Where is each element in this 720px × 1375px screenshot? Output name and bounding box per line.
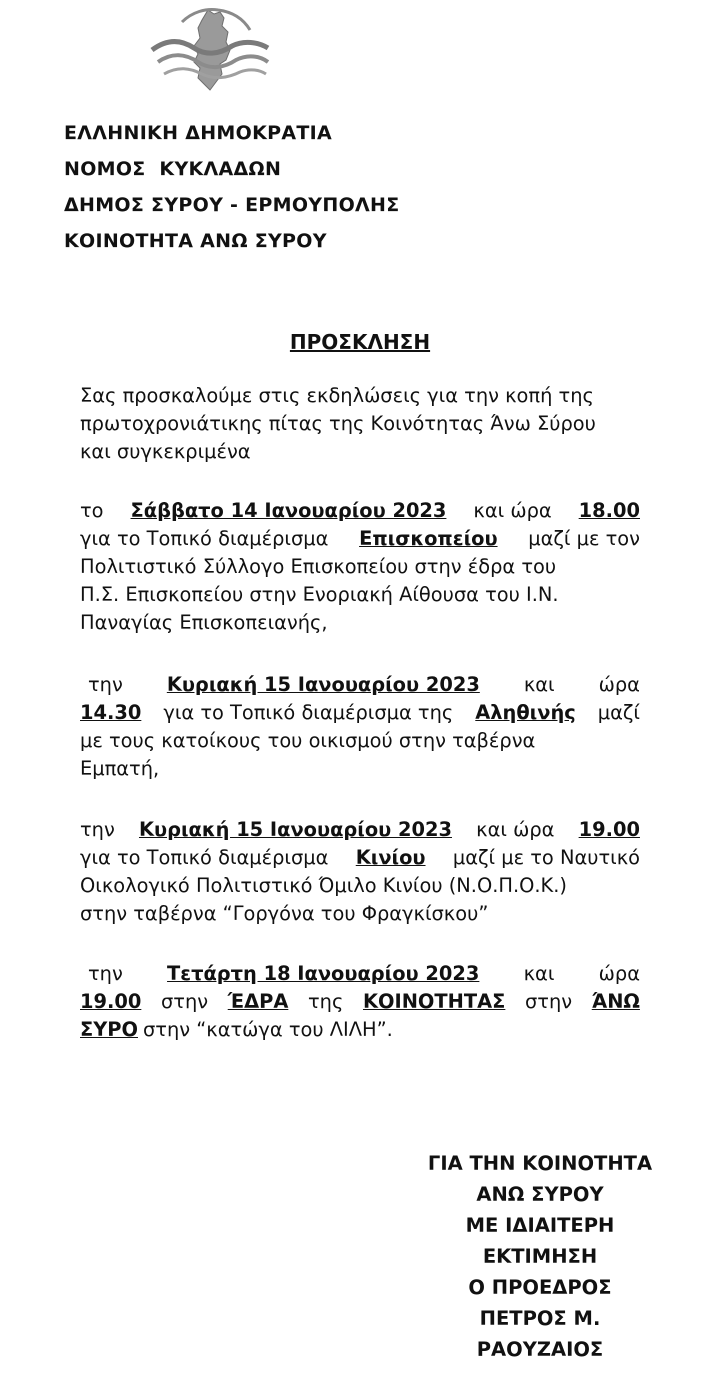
event-place-ano: ΆΝΩ [591,990,640,1013]
signature-line: ΑΝΩ ΣΥΡΟΥ [476,1183,604,1206]
intro-line: πρωτοχρονιάτικης πίτας της Κοινότητας Άνω Σύρου [80,412,596,435]
event-line: Οικολογικό Πολιτιστικό Όμιλο Κινίου (Ν.Ο.Π.Ο.Κ.) [80,874,567,897]
signature-line: ΠΕΤΡΟΣ Μ. [479,1307,601,1330]
letterhead-community: ΚΟΙΝΟΤΗΤΑ ΑΝΩ ΣΥΡΟΥ [64,230,327,252]
text: για το Τοπικό διαμέρισμα της [163,701,454,724]
text: την [80,818,115,841]
event-date: Τετάρτη 18 Ιανουαρίου 2023 [167,962,480,985]
signature-line: ΓΙΑ ΤΗΝ ΚΟΙΝΟΤΗΤΑ [427,1152,653,1175]
event-place: Αληθινής [475,701,576,724]
text: την [88,962,123,985]
letterhead [64,118,400,262]
event-time: 14.30 [80,701,142,724]
text: στην [160,990,209,1013]
intro-paragraph [80,382,640,466]
document-title: ΠΡΟΣΚΛΗΣΗ [289,330,431,354]
event-line: Π.Σ. Επισκοπείου στην Ενοριακή Αίθουσα του Ι.Ν. [80,583,559,606]
letterhead-prefecture: ΝΟΜΟΣ ΚΥΚΛΑΔΩΝ [64,158,282,180]
text: στην “κατώγα του ΛΙΛΗ”. [142,1018,393,1041]
event-line: με τους κατοίκους του οικισμού στην ταβέρνα [80,729,536,752]
event-community: ΚΟΙΝΟΤΗΤΑΣ [362,990,506,1013]
text: για το Τοπικό διαμέρισμα [80,527,329,550]
event-place-syro: ΣΥΡΟ [80,1018,138,1041]
event-time: 19.00 [578,818,640,841]
signature-line: ΕΚΤΙΜΗΣΗ [482,1245,598,1268]
event-time: 18.00 [578,499,640,522]
text: μαζί με το Ναυτικό [452,846,640,869]
text: μαζί [597,701,640,724]
event-3-paragraph [80,816,640,928]
signature-line: Ο ΠΡΟΕΔΡΟΣ [468,1276,612,1299]
signature-block [340,1148,720,1365]
text: ώρα [598,673,640,696]
event-time: 19.00 [80,990,142,1013]
event-line: Πολιτιστικό Σύλλογο Επισκοπείου στην έδρα του [80,555,557,578]
event-seat: ΈΔΡΑ [227,990,289,1013]
text: για το Τοπικό διαμέρισμα [80,846,329,869]
text: ώρα [598,962,640,985]
event-line: Εμπατή, [80,757,160,780]
text: και [523,673,555,696]
text: στην [525,990,573,1013]
text: και ώρα [473,499,552,522]
event-4-paragraph [80,960,640,1044]
event-date: Σάββατο 14 Ιανουαρίου 2023 [130,499,447,522]
text: μαζί με τον [528,527,640,550]
event-2-paragraph [80,671,640,783]
event-line: στην ταβέρνα “Γοργόνα του Φραγκίσκου” [80,902,489,925]
intro-line: και συγκεκριμένα [80,440,251,463]
text: της [307,990,344,1013]
community-logo [148,4,272,100]
signature-line: ΡΑΟΥΖΑΙΟΣ [476,1338,604,1361]
event-place: Κινίου [355,846,426,869]
letterhead-municipality: ΔΗΜΟΣ ΣΥΡΟΥ - ΕΡΜΟΥΠΟΛΗΣ [64,194,400,216]
text: και [523,962,555,985]
event-line: Παναγίας Επισκοπειανής, [80,611,328,634]
letterhead-republic: ΕΛΛΗΝΙΚΗ ΔΗΜΟΚΡΑΤΙΑ [64,122,332,144]
intro-line: Σας προσκαλούμε στις εκδηλώσεις για την κοπή της [80,384,594,407]
event-date: Κυριακή 15 Ιανουαρίου 2023 [138,818,452,841]
event-1-paragraph [80,497,640,637]
signature-line: ΜΕ ΙΔΙΑΙΤΕΡΗ [465,1214,615,1237]
event-place: Επισκοπείου [359,527,498,550]
text: το [80,499,104,522]
text: και ώρα [476,818,555,841]
event-date: Κυριακή 15 Ιανουαρίου 2023 [166,673,480,696]
text: την [88,673,123,696]
